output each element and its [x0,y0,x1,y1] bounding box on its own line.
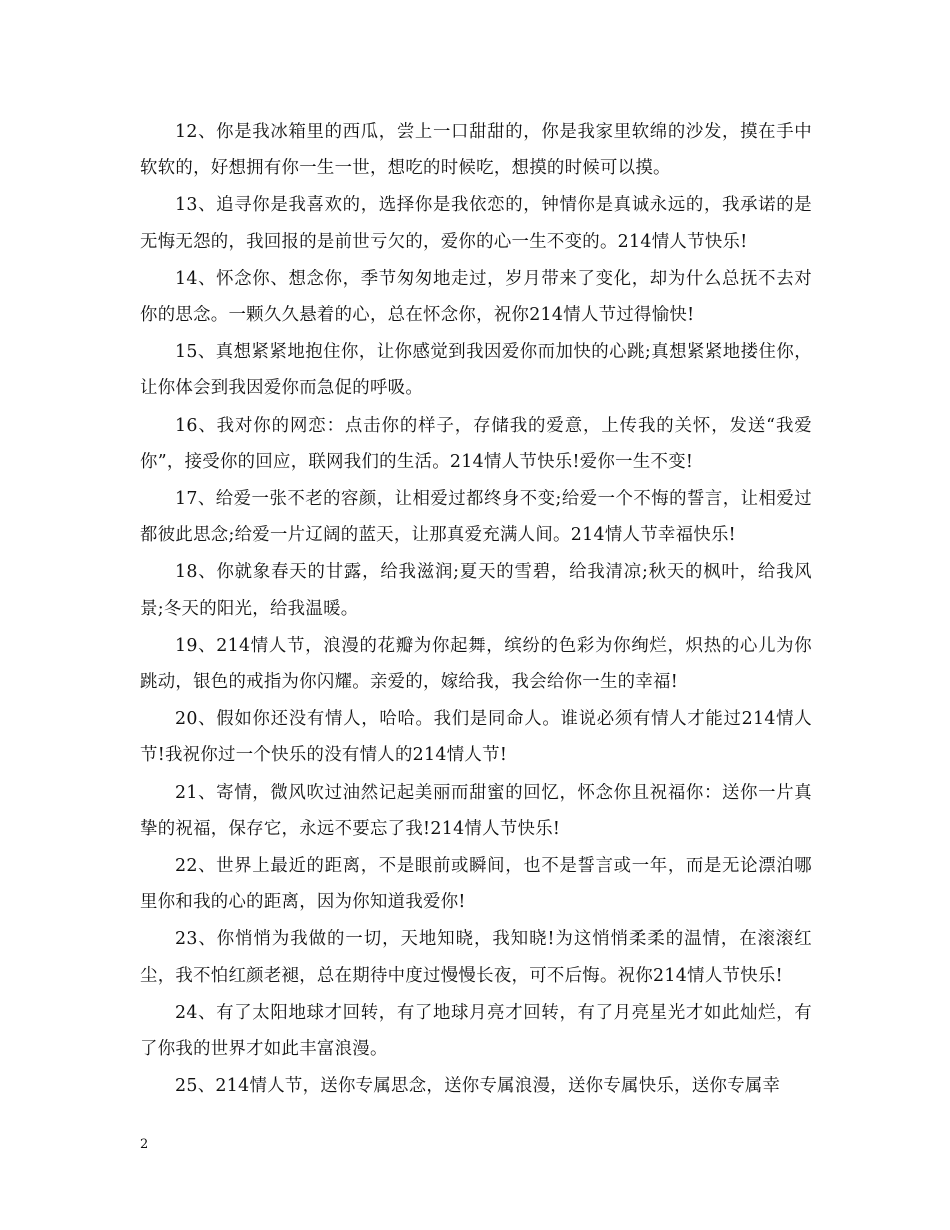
paragraph-17: 17、给爱一张不老的容颜，让相爱过都终身不变;给爱一个不悔的誓言，让相爱过都彼此思念;给爱一片辽阔的蓝天，让那真爱充满人间。214情人节幸福快乐! [140,489,812,546]
paragraph-15: 15、真想紧紧地抱住你，让你感觉到我因爱你而加快的心跳;真想紧紧地搂住你，让你体会到我因爱你而急促的呼吸。 [140,342,812,399]
paragraph-25: 25、214情人节，送你专属思念，送你专属浪漫，送你专属快乐，送你专属幸 [175,1076,781,1097]
paragraph-21: 21、寄情，微风吹过油然记起美丽而甜蜜的回忆，怀念你且祝福你：送你一片真挚的祝福，保存它，永远不要忘了我!214情人节快乐! [140,782,812,839]
paragraph-19: 19、214情人节，浪漫的花瓣为你起舞，缤纷的色彩为你绚烂，炽热的心儿为你跳动，银色的戒指为你闪耀。亲爱的，嫁给我，我会给你一生的幸福! [140,635,812,693]
paragraph-18: 18、你就象春天的甘露，给我滋润;夏天的雪碧，给我清凉;秋天的枫叶，给我风景;冬天的阳光，给我温暖。 [140,562,812,619]
document-body [140,114,812,1105]
paragraph-23: 23、你悄悄为我做的一切，天地知晓，我知晓!为这悄悄柔柔的温情，在滚滚红尘，我不怕红颜老褪，总在期待中度过慢慢长夜，可不后悔。祝你214情人节快乐! [140,929,812,986]
paragraph-12: 12、你是我冰箱里的西瓜，尝上一口甜甜的，你是我家里软绵的沙发，摸在手中软软的，好想拥有你一生一世，想吃的时候吃，想摸的时候可以摸。 [140,122,812,179]
page-number: 2 [140,1137,149,1152]
paragraph-24: 24、有了太阳地球才回转，有了地球月亮才回转，有了月亮星光才如此灿烂，有了你我的世界才如此丰富浪漫。 [140,1002,812,1060]
paragraph-16: 16、我对你的网恋：点击你的样子，存储我的爱意，上传我的关怀，发送“我爱你”，接受你的回应，联网我们的生活。214情人节快乐!爱你一生不变! [140,415,812,472]
paragraph-14: 14、怀念你、想念你，季节匆匆地走过，岁月带来了变化，却为什么总抚不去对你的思念。一颗久久悬着的心，总在怀念你，祝你214情人节过得愉快! [140,268,812,326]
paragraph-22: 22、世界上最近的距离，不是眼前或瞬间，也不是誓言或一年，而是无论漂泊哪里你和我的心的距离，因为你知道我爱你! [140,856,812,913]
paragraph-20: 20、假如你还没有情人，哈哈。我们是同命人。谁说必须有情人才能过214情人节!我祝你过一个快乐的没有情人的214情人节! [140,709,812,766]
paragraph-13: 13、追寻你是我喜欢的，选择你是我依恋的，钟情你是真诚永远的，我承诺的是无悔无怨的，我回报的是前世亏欠的，爱你的心一生不变的。214情人节快乐! [140,195,812,252]
